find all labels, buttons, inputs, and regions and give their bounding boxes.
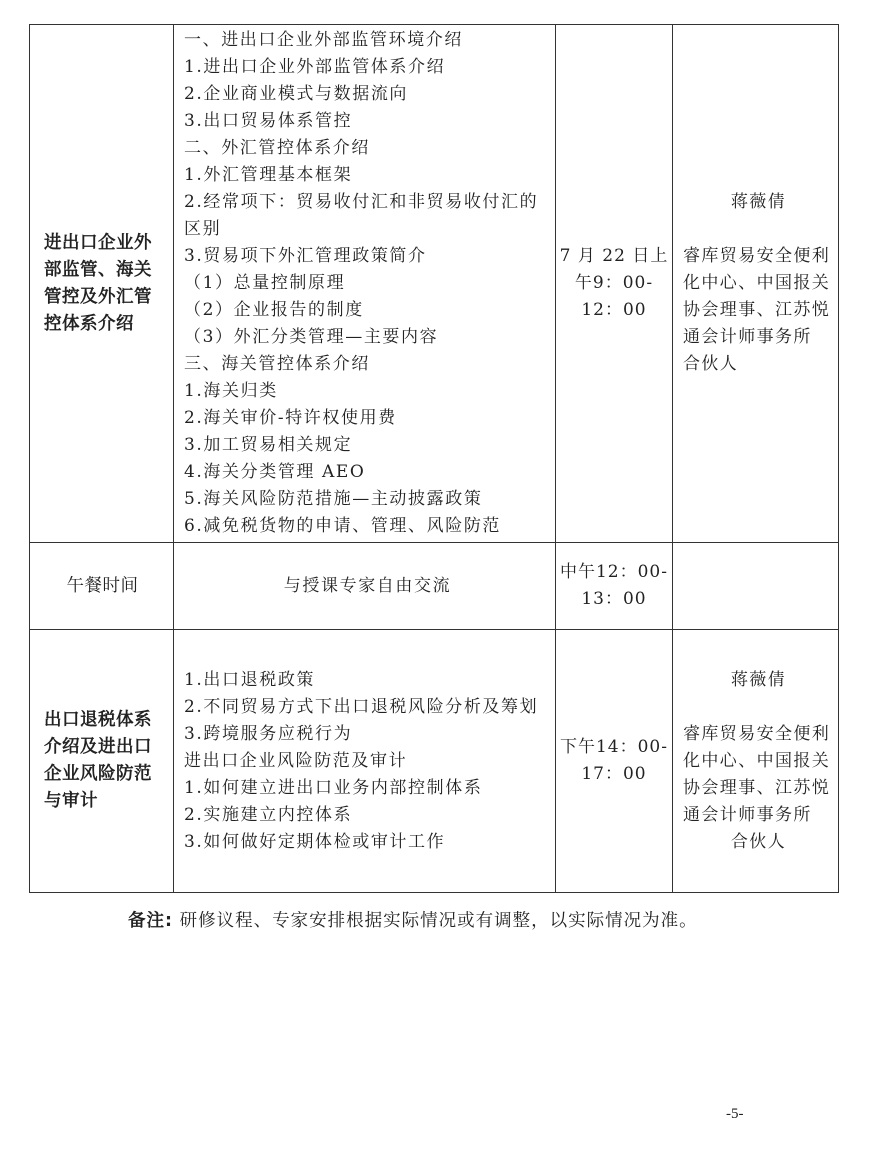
session-time: 下午14：00-17：00 [556, 630, 673, 893]
session-content: 与授课专家自由交流 [174, 543, 556, 630]
content-line: 1.外汇管理基本框架 [184, 165, 353, 185]
session-speaker [673, 630, 839, 893]
speaker-title: 合伙人 [683, 354, 739, 374]
content-line: 进出口企业风险防范及审计 [184, 750, 408, 771]
content-line: 1.进出口企业外部监管体系介绍 [184, 57, 446, 77]
content-line: 3.跨境服务应税行为 [184, 723, 353, 744]
session-topic: 午餐时间 [30, 543, 174, 630]
content-line: 1.出口退税政策 [184, 669, 316, 690]
content-line: 1.如何建立进出口业务内部控制体系 [184, 777, 483, 798]
content-line: 2.实施建立内控体系 [184, 804, 353, 825]
session-speaker [673, 25, 839, 543]
session-speaker-empty [673, 543, 839, 630]
session-topic: 进出口企业外部监管、海关管控及外汇管控体系介绍 [30, 25, 174, 543]
speaker-title: 合伙人 [730, 831, 787, 852]
session-time: 7 月 22 日上午9：00-12：00 [556, 25, 673, 543]
footnote-label: 备注: [128, 911, 173, 931]
session-content [174, 630, 556, 893]
content-line: 6.减免税货物的申请、管理、风险防范 [184, 516, 502, 536]
content-line: 三、海关管控体系介绍 [184, 354, 370, 374]
footnote [128, 907, 698, 932]
speaker-name: 蒋薇倩 [730, 669, 787, 690]
schedule-table [29, 24, 839, 893]
content-line: 3.加工贸易相关规定 [184, 435, 353, 455]
content-line: （3）外汇分类管理—主要内容 [184, 327, 439, 347]
content-line: 2.企业商业模式与数据流向 [184, 84, 409, 104]
session-topic: 出口退税体系介绍及进出口企业风险防范与审计 [30, 630, 174, 893]
content-line: 5.海关风险防范措施—主动披露政策 [184, 489, 483, 509]
speaker-name: 蒋薇倩 [730, 192, 787, 212]
content-line: 2.不同贸易方式下出口退税风险分析及筹划 [184, 696, 539, 717]
content-line: 2.海关审价-特许权使用费 [184, 408, 397, 428]
table-row [30, 543, 839, 630]
content-line: 二、外汇管控体系介绍 [184, 138, 370, 158]
page-number: -5- [726, 1106, 744, 1122]
footnote-text: 研修议程、专家安排根据实际情况或有调整，以实际情况为准。 [179, 911, 698, 931]
content-line: （1）总量控制原理 [184, 273, 346, 293]
content-line: （2）企业报告的制度 [184, 300, 364, 320]
content-line: 4.海关分类管理 AEO [184, 462, 366, 482]
content-line: 3.如何做好定期体检或审计工作 [184, 831, 446, 852]
content-line: 1.海关归类 [184, 381, 278, 401]
content-line: 一、进出口企业外部监管环境介绍 [184, 30, 463, 50]
content-line: 2.经常项下：贸易收付汇和非贸易收付汇的区别 [184, 192, 539, 239]
table-row [30, 25, 839, 543]
table-row [30, 630, 839, 893]
session-content [174, 25, 556, 543]
session-time: 中午12：00-13：00 [556, 543, 673, 630]
content-line: 3.出口贸易体系管控 [184, 111, 353, 131]
speaker-organization: 睿库贸易安全便利化中心、中国报关协会理事、江苏悦通会计师事务所 [683, 246, 831, 347]
content-line: 3.贸易项下外汇管理政策简介 [184, 246, 427, 266]
speaker-organization: 睿库贸易安全便利化中心、中国报关协会理事、江苏悦通会计师事务所 [683, 723, 831, 825]
